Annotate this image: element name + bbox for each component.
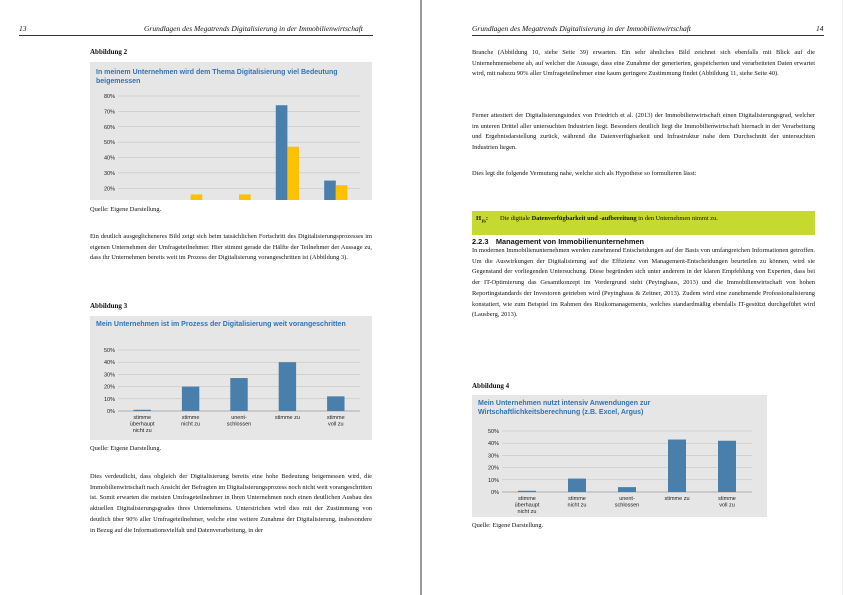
- figure-source: Quelle: Eigene Darstellung.: [472, 522, 544, 529]
- x-tick-label: stimme: [568, 496, 586, 502]
- y-tick-label: 0%: [107, 409, 115, 415]
- y-tick-label: 80%: [103, 94, 115, 100]
- left-page: [0, 0, 420, 595]
- bar: [287, 147, 299, 200]
- x-tick-label: unent-: [619, 496, 635, 502]
- x-tick-label: nicht zu: [567, 502, 587, 509]
- figure-label: Abbildung 3: [90, 302, 128, 310]
- body-paragraph: Ein deutlich ausgeglicheneres Bild zeigt sich beim tatsächlichen Fortschritt des Digitalisierungsprozesses im eigenen Unternehmen der Umfrageteilnehmer. Hier stimmt gerade die Hälfte der Teilnehmer der Aussage zu, dass ihr Unternehmen bereits weit im Prozess der Digitalisierung vorangeschritten ist (Abbildung 3).: [90, 233, 372, 262]
- section-heading: 2.2.3 Management von Immobilienunternehmen: [472, 237, 645, 246]
- y-tick-label: 10%: [487, 477, 499, 484]
- y-tick-label: 50%: [103, 140, 115, 147]
- bar: [327, 396, 344, 411]
- y-tick-label: 0%: [491, 490, 499, 496]
- bar: [191, 194, 203, 200]
- x-tick-label: nicht zu: [517, 509, 537, 515]
- x-tick-label: nicht zu: [181, 421, 201, 428]
- x-tick-label: überhaupt: [129, 421, 155, 428]
- bar: [276, 105, 288, 200]
- y-tick-label: 10%: [103, 396, 115, 403]
- body-paragraph: In modernen Immobilienunternehmen werden zunehmend Entscheidungen auf der Basis von umfangreichen Informationen getroffen. Um die Auswirkungen der Digitalisierung auf die Effizienz von Management-Entscheidungen beurteilen zu können, wird sie Gegenstand der vorliegenden Untersuchung. Diese begründen sich unter anderem in der klaren Empfehlung von Experten, dass bei der IT-Optimierung das Gesamtkonzept im Vordergrund steht (Peyinghaus, 2013) und die Immobilienwirtschaft von hohen Reportingstandards der Investoren getrieben wird (Peyinghaus & Zeitner, 2013). Zudem wird eine zunehmende Professionalisierung konstatiert, wie zum Beispiel im Rahmen des Risikomanagements, welches standardmäßig ebenfalls IT-gestützt durchgeführt wird (Lausberg, 2013).: [472, 247, 815, 319]
- figure-source: Quelle: Eigene Darstellung.: [90, 206, 162, 213]
- bar: [239, 194, 251, 200]
- bar-chart: [472, 395, 767, 517]
- hypothesis-text: Die digitale Datenverfügbarkeit und -aufbereitung in den Unternehmen nimmt zu.: [500, 215, 718, 222]
- x-tick-label: schlossen: [614, 502, 640, 509]
- hypothesis-label: $H_{1b}$:: [476, 215, 489, 224]
- running-header: Grundlagen des Megatrends Digitalisierung in der Immobilienwirtschaft: [144, 24, 363, 33]
- figure-4-chart: [472, 395, 767, 517]
- y-tick-label: 50%: [487, 429, 499, 435]
- figure-2-chart: [90, 62, 372, 200]
- bar: [568, 479, 586, 492]
- x-tick-label: stimme: [518, 496, 536, 502]
- figure-label: Abbildung 4: [472, 382, 510, 390]
- x-tick-label: voll zu: [328, 421, 344, 428]
- x-tick-label: schlossen: [226, 421, 252, 428]
- x-tick-label: unent-: [231, 415, 247, 421]
- body-paragraph: Ferner attestiert der Digitalisierungsindex von Friedrich et al. (2013) der Immobilienwirtschaft einen Digitalisierungsgrad, welcher im unteren Drittel aller untersuchten Industrien liegt. Besonders deutlich liegt die Immobilienwirtschaft hiernach in der Verarbeitung und Ergebnisdarstellung zurück, während die Datenverfügbarkeit und Infrastruktur nahe dem Durchschnitt der untersuchten Industrien liegen.: [472, 112, 815, 152]
- figure-label: Abbildung 2: [90, 48, 128, 56]
- bar: [324, 181, 336, 200]
- bar: [336, 185, 348, 200]
- y-tick-label: 60%: [103, 124, 115, 131]
- bar: [518, 491, 536, 492]
- chart-title: Mein Unternehmen ist im Prozess der Digitalisierung weit vorangeschritten: [96, 321, 346, 328]
- x-tick-label: stimme: [181, 415, 200, 421]
- y-tick-label: 50%: [103, 348, 115, 354]
- x-tick-label: nicht zu: [132, 428, 152, 434]
- body-paragraph: Dies legt die folgende Vermutung nahe, welche sich als Hypothese so formulieren lässt:: [472, 170, 697, 177]
- x-tick-label: stimme zu: [274, 415, 300, 421]
- x-tick-label: stimme: [718, 496, 736, 502]
- y-tick-label: 40%: [103, 155, 115, 162]
- bar: [279, 362, 296, 411]
- body-paragraph: Branche (Abbildung 10, siehe Seite 39) erwarten. Ein sehr ähnliches Bild zeichnet sich ebenfalls mit Blick auf die Unternehmensebene ab, auf welcher die Aussage, dass eine Zunahme der generierten, gespeicherten und verarbeiteten Daten erwartet wird, mit nahezu 90% aller Umfrageteilnehmer eine kaum geringere Zustimmung findet (Abbildung 11, siehe Seite 40).: [472, 49, 815, 78]
- x-tick-label: stimme zu: [664, 496, 690, 502]
- figure-source: Quelle: Eigene Darstellung.: [90, 445, 162, 452]
- y-tick-label: 40%: [487, 441, 499, 448]
- running-header: Grundlagen des Megatrends Digitalisierung in der Immobilienwirtschaft: [472, 24, 691, 33]
- chart-title: In meinem Unternehmen wird dem Thema Digitalisierung viel Bedeutung beigemessen: [96, 69, 338, 85]
- y-tick-label: 70%: [103, 109, 115, 116]
- bar: [668, 440, 686, 492]
- y-tick-label: 30%: [487, 453, 499, 460]
- header-rule: [19, 35, 373, 36]
- bar: [182, 387, 199, 411]
- header-rule: [472, 35, 824, 36]
- bar: [133, 410, 150, 411]
- y-tick-label: 30%: [103, 372, 115, 379]
- bar: [618, 487, 636, 492]
- bar: [230, 378, 247, 411]
- y-tick-label: 20%: [103, 384, 115, 391]
- figure-3-chart: [90, 316, 372, 440]
- bar: [718, 441, 736, 492]
- bar-chart: [90, 62, 372, 200]
- y-tick-label: 40%: [103, 360, 115, 367]
- y-tick-label: 20%: [103, 186, 115, 193]
- x-tick-label: stimme: [133, 415, 152, 421]
- x-tick-label: überhaupt: [514, 502, 540, 509]
- hypothesis-box: [472, 211, 815, 235]
- chart-title: Mein Unternehmen nutzt intensiv Anwendungen zur Wirtschaftlichkeitsberechnung (z.B. Excel, Argus): [478, 400, 651, 416]
- y-tick-label: 20%: [487, 465, 499, 472]
- page-number: 13: [19, 24, 27, 33]
- y-tick-label: 30%: [103, 170, 115, 177]
- body-paragraph: Dies verdeutlicht, dass obgleich der Digitalisierung bereits eine hohe Bedeutung beigemessen wird, die Immobilienwirtschaft nach Ansicht der Befragten im Digitalisierungsprozess noch nicht weit vorangeschritten ist. Somit erwarten die meisten Umfrageteilnehmer in Ihren Unternehmen noch einen deutlichen Ausbau des aktuellen Digitalisierungsgrades ihres Unternehmens. Unterstrichen wird dies mit der Zustimmung von deutlich über 90% aller Umfrageteilnehmer, welche eine weitere Zunahme der Digitalisierung, insbesondere in Bezug auf die Informationsvielfalt und Datenverarbeitung, in der: [90, 473, 372, 534]
- bar-chart: [90, 316, 372, 440]
- right-page: [422, 0, 842, 595]
- page-number: 14: [816, 24, 824, 33]
- x-tick-label: stimme: [326, 415, 345, 421]
- x-tick-label: voll zu: [719, 502, 735, 509]
